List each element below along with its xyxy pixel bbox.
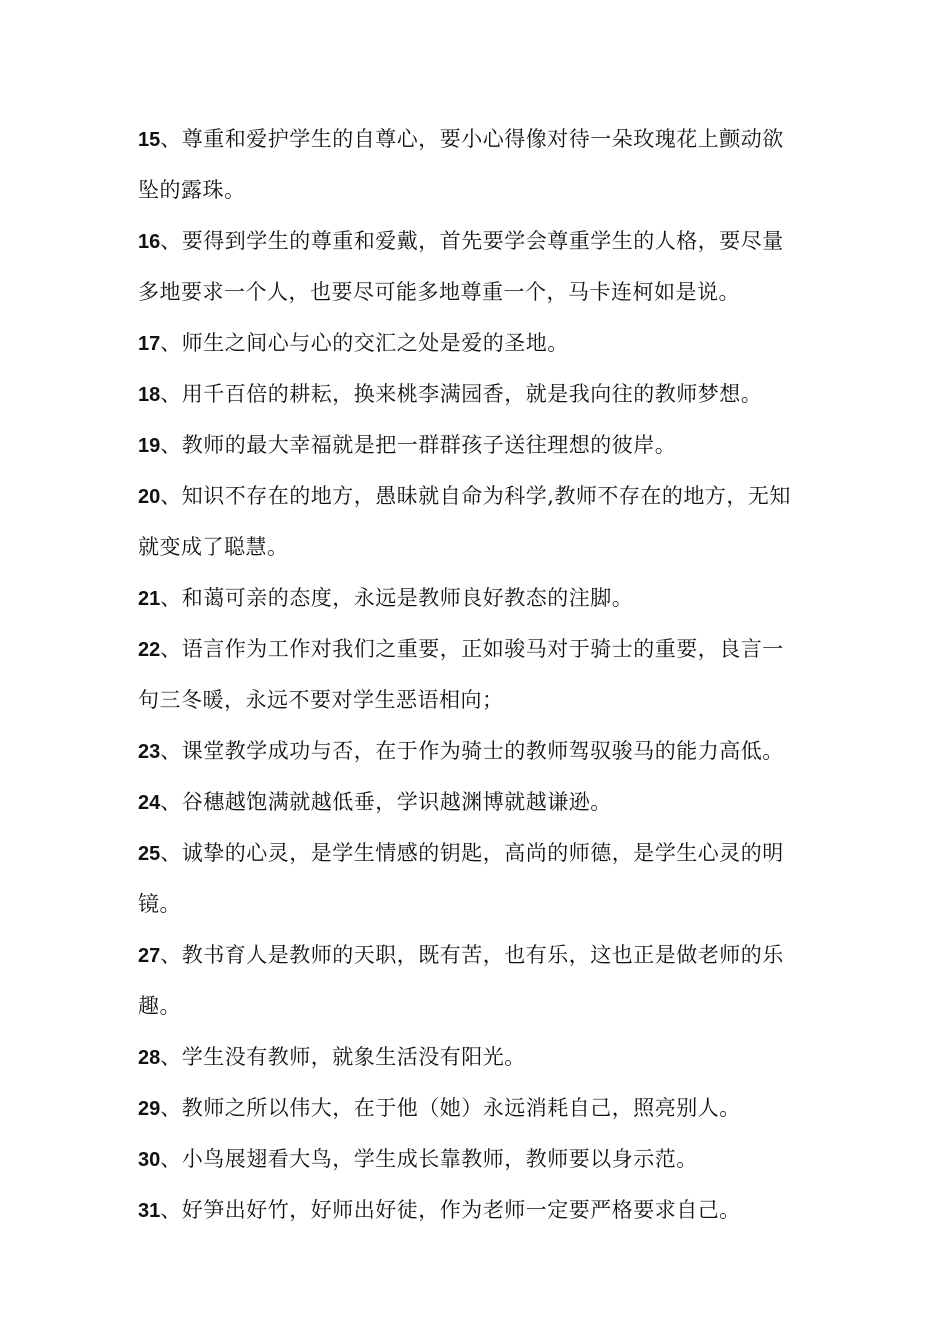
quote-text: 、课堂教学成功与否，在于作为骑士的教师驾驭骏马的能力高低。 (160, 739, 784, 763)
quote-text: 、尊重和爱护学生的自尊心，要小心得像对待一朵玫瑰花上颤动欲 (160, 127, 784, 151)
quote-text: 、教师之所以伟大，在于他（她）永远消耗自己，照亮别人。 (160, 1096, 741, 1120)
quote-text: 、教书育人是教师的天职，既有苦，也有乐，这也正是做老师的乐 (160, 943, 784, 967)
quote-text: 、语言作为工作对我们之重要，正如骏马对于骑士的重要，良言一 (160, 637, 784, 661)
quote-text: 、谷穗越饱满就越低垂，学识越渊博就越谦逊。 (160, 790, 612, 814)
quote-27-line-1 (138, 930, 818, 981)
quote-number: 25 (138, 843, 161, 865)
quote-text: 多地要求一个人，也要尽可能多地尊重一个，马卡连柯如是说。 (138, 280, 740, 304)
quote-16-line-1 (138, 216, 818, 267)
quote-21-line-1 (138, 573, 818, 624)
quote-27-line-2 (138, 981, 818, 1032)
quote-text: 、要得到学生的尊重和爱戴，首先要学会尊重学生的人格，要尽量 (160, 229, 784, 253)
quote-20-line-2 (138, 522, 818, 573)
quote-17-line-1 (138, 318, 818, 369)
quote-16-line-2 (138, 267, 818, 318)
quote-number: 30 (138, 1149, 161, 1171)
quote-24-line-1 (138, 777, 818, 828)
quote-text: 、用千百倍的耕耘，换来桃李满园香，就是我向往的教师梦想。 (160, 382, 763, 406)
quote-number: 21 (138, 588, 161, 610)
quote-number: 15 (138, 129, 161, 151)
quote-text: 、教师的最大幸福就是把一群群孩子送往理想的彼岸。 (160, 433, 677, 457)
quote-22-line-2 (138, 675, 818, 726)
quote-number: 28 (138, 1047, 161, 1069)
quote-text: 、知识不存在的地方，愚昧就自命为科学,教师不存在的地方，无知 (160, 484, 791, 508)
quote-number: 20 (138, 486, 161, 508)
quote-text: 、小鸟展翅看大鸟，学生成长靠教师，教师要以身示范。 (160, 1147, 698, 1171)
quote-25-line-2 (138, 879, 818, 930)
quote-28-line-1 (138, 1032, 818, 1083)
quote-number: 17 (138, 333, 161, 355)
quote-number: 18 (138, 384, 161, 406)
quote-23-line-1 (138, 726, 818, 777)
quote-29-line-1 (138, 1083, 818, 1134)
quote-text: 、好笋出好竹，好师出好徒，作为老师一定要严格要求自己。 (160, 1198, 741, 1222)
quote-number: 19 (138, 435, 161, 457)
quote-number: 23 (138, 741, 161, 763)
quote-text: 就变成了聪慧。 (138, 535, 289, 559)
quote-number: 16 (138, 231, 161, 253)
quote-30-line-1 (138, 1134, 818, 1185)
quote-text: 、师生之间心与心的交汇之处是爱的圣地。 (160, 331, 569, 355)
quote-text: 句三冬暖，永远不要对学生恶语相向； (138, 688, 504, 712)
quote-31-line-1 (138, 1185, 818, 1236)
quote-25-line-1 (138, 828, 818, 879)
quote-number: 31 (138, 1200, 161, 1222)
quote-number: 27 (138, 945, 161, 967)
quote-number: 29 (138, 1098, 161, 1120)
quote-list (138, 114, 818, 1236)
quote-22-line-1 (138, 624, 818, 675)
quote-text: 镜。 (138, 892, 181, 916)
quote-number: 24 (138, 792, 161, 814)
quote-20-line-1 (138, 471, 818, 522)
quote-text: 、和蔼可亲的态度，永远是教师良好教态的注脚。 (160, 586, 634, 610)
quote-15-line-1 (138, 114, 818, 165)
quote-number: 22 (138, 639, 161, 661)
quote-text: 、学生没有教师，就象生活没有阳光。 (160, 1045, 526, 1069)
quote-19-line-1 (138, 420, 818, 471)
quote-text: 趣。 (138, 994, 181, 1018)
quote-15-line-2 (138, 165, 818, 216)
quote-18-line-1 (138, 369, 818, 420)
quote-text: 、诚挚的心灵，是学生情感的钥匙，高尚的师德，是学生心灵的明 (160, 841, 784, 865)
quote-text: 坠的露珠。 (138, 178, 246, 202)
